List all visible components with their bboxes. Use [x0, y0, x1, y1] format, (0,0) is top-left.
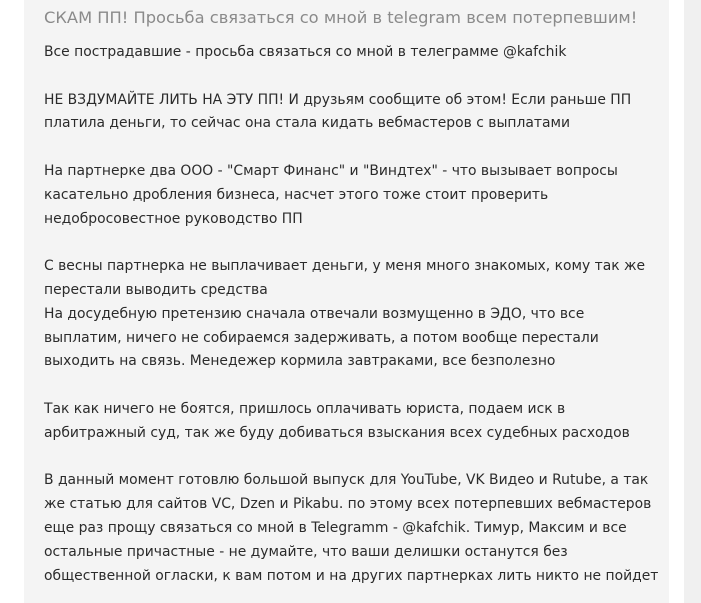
review-line	[44, 446, 664, 470]
review-line: НЕ ВЗДУМАЙТЕ ЛИТЬ НА ЭТУ ПП! И друзьям сообщите об этом! Если раньше ПП	[44, 91, 632, 108]
review-line: выплатим, ничего не собираемся задерживать, а потом вообще перестали	[44, 329, 599, 346]
review-line: недобросовестное руководство ПП	[44, 210, 303, 227]
review-line	[44, 231, 664, 255]
review-line	[44, 374, 664, 398]
review-line: В данный момент готовлю большой выпуск для YouTube, VK Видео и Rutube, а так	[44, 472, 649, 489]
review-line: касательно дробления бизнеса, насчет этого тоже стоит проверить	[44, 186, 549, 203]
review-line: общественной огласки, к вам потом и на других партнерках лить никто не пойдет	[44, 567, 659, 584]
review-line: выходить на связь. Менедежер кормила завтраками, все безполезно	[44, 353, 556, 370]
review-line: же статью для сайтов VC, Dzen и Pikabu. по этому всех потерпевших вебмастеров	[44, 496, 652, 513]
review-title: СКАМ ПП! Просьба связаться со мной в telegram всем потерпевшим!	[44, 8, 638, 27]
review-line: Все пострадавшие - просьба связаться со мной в телеграмме @kafchik	[44, 44, 567, 60]
review-line: остальные причастные - не думайте, что ваши делишки останутся без	[44, 543, 568, 560]
review-card	[24, 0, 669, 603]
review-line	[44, 136, 664, 160]
review-line: еще раз прощу связаться со мной в Telegramm - @kafchik. Тимур, Максим и все	[44, 519, 627, 536]
review-line: перестали выводить средства	[44, 281, 268, 298]
review-line: Так как ничего не боятся, пришлось оплачивать юриста, подаем иск в	[44, 400, 566, 417]
review-line: На досудебную претензию сначала отвечали возмущенно в ЭДО, что все	[44, 305, 585, 322]
review-line: платила деньги, то сейчас она стала кидать вебмастеров с выплатами	[44, 115, 571, 132]
review-body	[44, 41, 664, 588]
review-line: арбитражный суд, так же буду добиваться взыскания всех судебных расходов	[44, 424, 630, 441]
review-line: На партнерке два ООО - "Смарт Финанс" и "Виндтех" - что вызывает вопросы	[44, 162, 618, 179]
review-line: С весны партнерка не выплачивает деньги, у меня много знакомых, кому так же	[44, 258, 646, 275]
scrollbar-track[interactable]	[684, 0, 701, 603]
review-line	[44, 65, 664, 89]
